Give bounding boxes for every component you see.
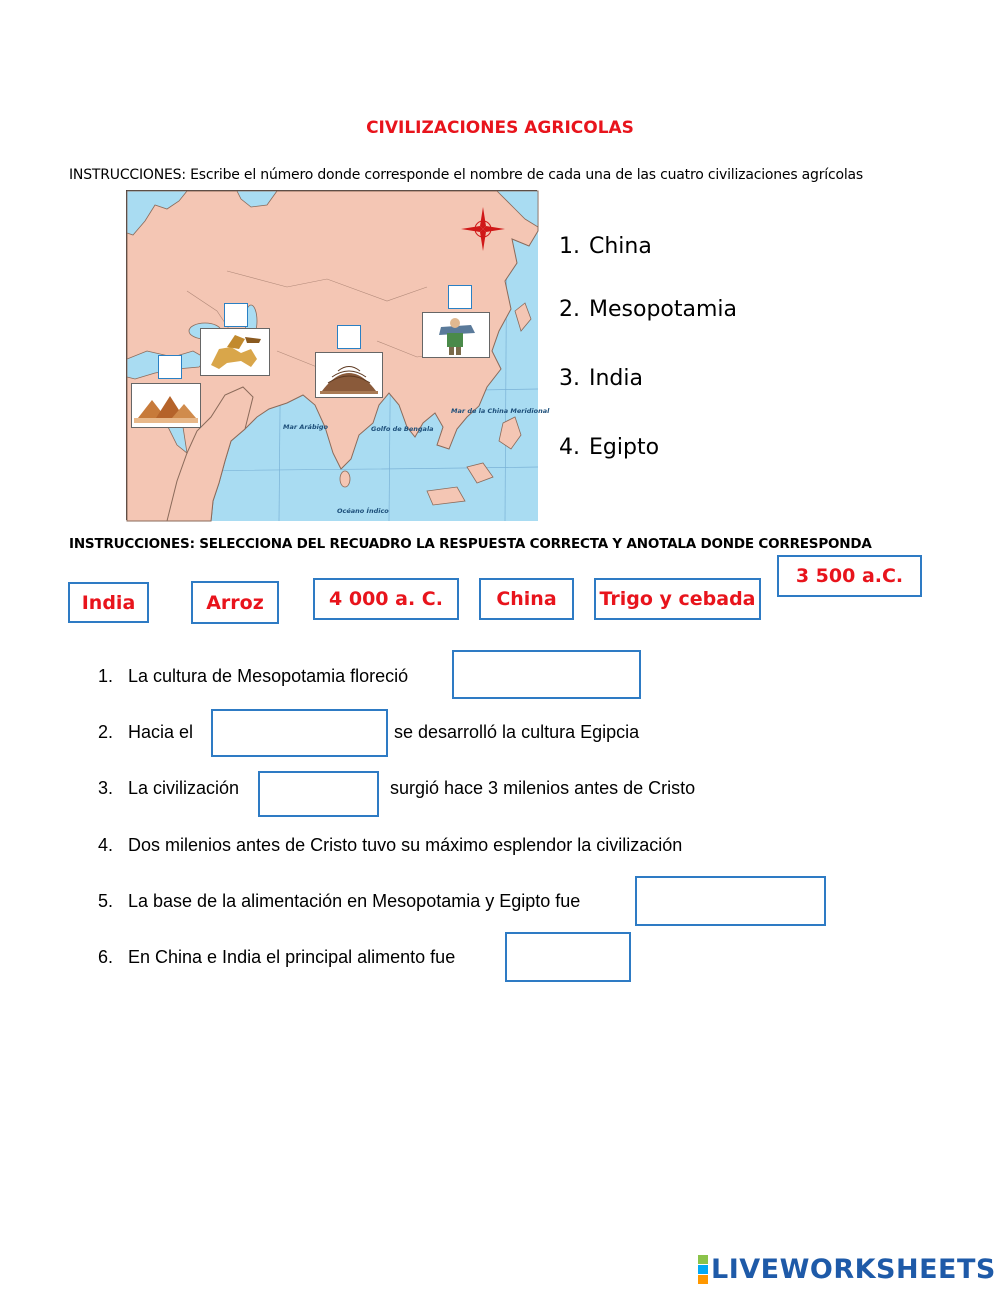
logo-cubes-icon <box>698 1255 708 1284</box>
label-golfo-bengala: Golfo de Bengala <box>371 425 434 433</box>
mesopotamia-lamassu-image <box>200 328 270 376</box>
answer-box-3[interactable] <box>258 771 379 817</box>
question-number: 3. <box>98 778 114 798</box>
civ-item <box>559 297 737 322</box>
civ-item <box>559 234 652 259</box>
option-4000[interactable]: 4 000 a. C. <box>313 578 459 620</box>
option-trigo-cebada[interactable]: Trigo y cebada <box>594 578 761 620</box>
civ-num: 2. <box>559 297 580 322</box>
instructions-select: INSTRUCCIONES: SELECCIONA DEL RECUADRO LA RESPUESTA CORRECTA Y ANOTALA DONDE CORRESPONDA <box>69 536 872 552</box>
marker-china[interactable] <box>448 285 472 309</box>
marker-mesopotamia[interactable] <box>224 303 248 327</box>
question-number: 2. <box>98 722 114 742</box>
question-number: 1. <box>98 666 114 686</box>
question-number: 4. <box>98 835 114 855</box>
civ-num: 3. <box>559 366 580 391</box>
answer-box-2[interactable] <box>211 709 388 757</box>
label-mar-china: Mar de la China Meridional <box>451 407 550 415</box>
logo-text: LIVEWORKSHEETS <box>711 1253 996 1285</box>
question-text: La cultura de Mesopotamia floreció <box>128 666 409 686</box>
india-stupa-image <box>315 352 383 398</box>
answer-box-5[interactable] <box>635 876 826 926</box>
civ-name: China <box>589 234 652 259</box>
question-number: 5. <box>98 891 114 911</box>
question-text-after: se desarrolló la cultura Egipcia <box>394 722 640 742</box>
option-india[interactable]: India <box>68 582 149 623</box>
china-figure-image <box>422 312 490 358</box>
civ-num: 4. <box>559 435 580 460</box>
answer-box-6[interactable] <box>505 932 631 982</box>
civ-item <box>559 366 643 391</box>
option-china[interactable]: China <box>479 578 574 620</box>
civ-name: India <box>589 366 643 391</box>
civ-item <box>559 435 659 460</box>
question-text-after: surgió hace 3 milenios antes de Cristo <box>390 778 696 798</box>
label-mar-arabigo: Mar Arábigo <box>283 423 328 431</box>
answer-box-1[interactable] <box>452 650 641 699</box>
marker-india[interactable] <box>337 325 361 349</box>
question-text: Hacia el <box>128 722 194 742</box>
instructions-map: INSTRUCCIONES: Escribe el número donde corresponde el nombre de cada una de las cuatro civilizaciones agrícolas <box>69 167 864 183</box>
question-text: En China e India el principal alimento fue <box>128 947 456 967</box>
civ-num: 1. <box>559 234 580 259</box>
option-arroz[interactable]: Arroz <box>191 581 279 624</box>
page-title: CIVILIZACIONES AGRICOLAS <box>366 118 634 138</box>
question-text: La civilización <box>128 778 240 798</box>
question-number: 6. <box>98 947 114 967</box>
option-3500[interactable]: 3 500 a.C. <box>777 555 922 597</box>
question-text: La base de la alimentación en Mesopotamia y Egipto fue <box>128 891 581 911</box>
label-oceano-indico: Océano Índico <box>337 507 389 515</box>
civ-name: Egipto <box>589 435 660 460</box>
marker-egipto[interactable] <box>158 355 182 379</box>
question-text: Dos milenios antes de Cristo tuvo su máximo esplendor la civilización <box>128 835 683 855</box>
liveworksheets-logo <box>698 1254 996 1284</box>
civ-name: Mesopotamia <box>589 297 737 322</box>
egypt-pyramids-image <box>131 383 201 428</box>
